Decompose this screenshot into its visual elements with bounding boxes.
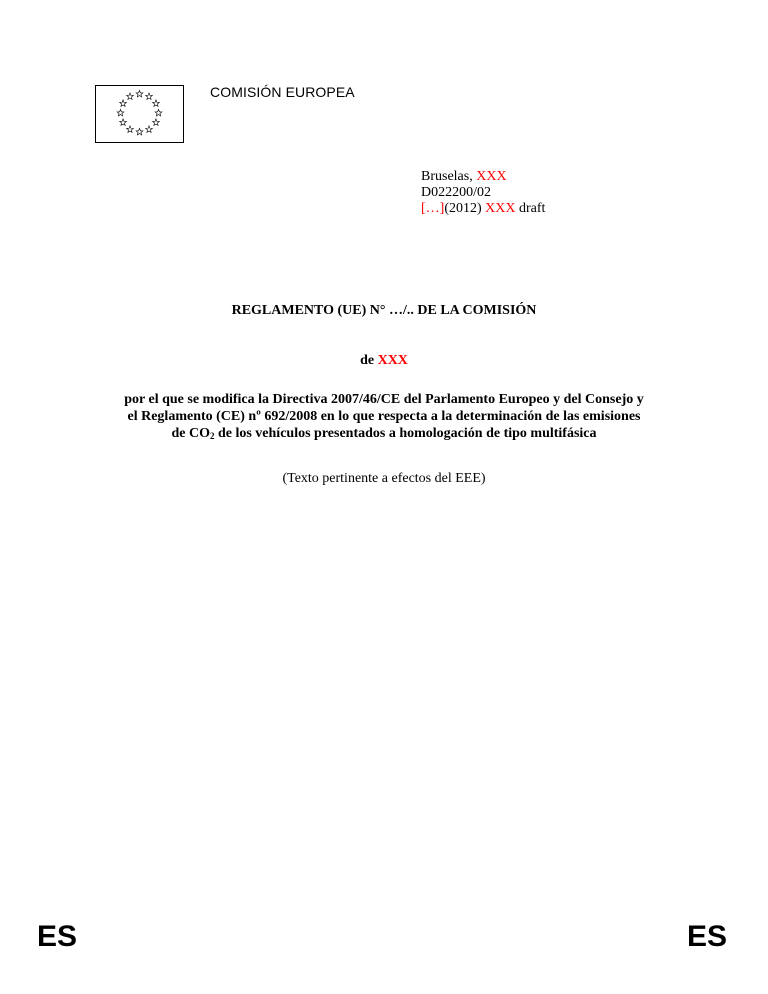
subtitle-line-1: por el que se modifica la Directiva 2007/46/CE del Parlamento Europeo y del Consejo y	[124, 392, 644, 407]
regulation-subtitle	[80, 391, 688, 442]
star-icon	[120, 119, 127, 126]
language-code-right: ES	[687, 920, 728, 953]
co2-subscript: 2	[209, 431, 215, 441]
place-date-line	[421, 169, 545, 185]
regulation-date-placeholder: XXX	[377, 353, 408, 368]
eee-relevance-note: (Texto pertinente a efectos del EEE)	[282, 471, 486, 486]
city-label: Bruselas,	[421, 169, 477, 184]
regulation-title: REGLAMENTO (UE) N° …/.. DE LA COMISIÓN	[231, 303, 537, 318]
subtitle-line-3-end: de los vehículos presentados a homologación de tipo multifásica	[214, 426, 597, 441]
eu-stars-icon	[96, 86, 183, 142]
ref-bracket: […]	[421, 201, 445, 216]
star-icon	[120, 100, 127, 107]
star-icon	[136, 90, 143, 97]
star-icon	[155, 109, 162, 116]
ref-suffix: draft	[515, 201, 546, 216]
eu-flag-logo	[95, 85, 184, 143]
star-icon	[153, 119, 160, 126]
document-ref-line	[421, 201, 545, 217]
regulation-date	[0, 353, 768, 369]
star-icon	[146, 126, 153, 133]
date-prefix: de	[360, 353, 378, 368]
subtitle-line-3-start: de CO	[171, 426, 210, 441]
document-number: D022200/02	[421, 185, 491, 200]
institution-name: COMISIÓN EUROPEA	[210, 84, 355, 100]
subtitle-line-3	[80, 425, 688, 442]
star-icon	[127, 93, 134, 100]
subtitle-line-2: el Reglamento (CE) nº 692/2008 en lo que respecta a la determinación de las emisiones	[127, 409, 641, 424]
star-icon	[127, 126, 134, 133]
date-placeholder: XXX	[476, 169, 507, 184]
star-icon	[117, 109, 124, 116]
language-code-left: ES	[37, 920, 78, 953]
ref-placeholder: XXX	[485, 201, 516, 216]
document-reference	[421, 169, 545, 217]
star-icon	[136, 128, 143, 135]
ref-year: (2012)	[444, 201, 486, 216]
star-icon	[146, 93, 153, 100]
star-icon	[153, 100, 160, 107]
